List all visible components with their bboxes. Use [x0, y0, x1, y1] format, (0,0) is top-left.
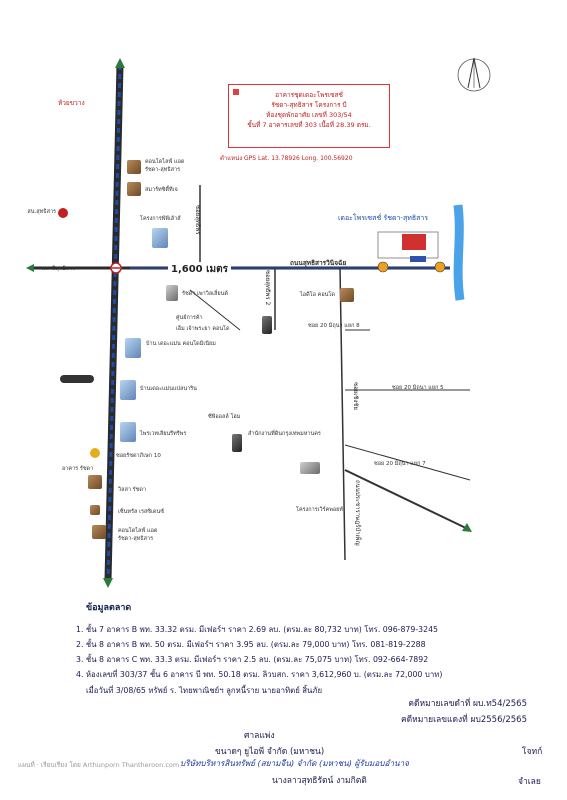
market-data-title: ข้อมูลตลาด [86, 603, 132, 613]
label-smart-hotel: อาคาร รัชดา [62, 466, 94, 472]
west-arrow-tip [26, 264, 34, 272]
label-property: เดอะโพรเซสชั่ รัชดา-สุทธิสาร [338, 214, 429, 222]
tesco-logo-icon [60, 375, 94, 383]
label-station-top: ห้วยขวาง [58, 99, 85, 107]
distance-label: 1,600 เมตร [168, 262, 231, 277]
label-bottom-a: วิลล่า รัชดา [118, 487, 147, 493]
info-line-3: ห้องชุดพักอาศัย เลขที่ 303/54 [266, 111, 352, 119]
case-red-number: คดีหมายเลขแดงที่ ผบ2556/2565 [400, 715, 527, 725]
label-condo-middle: บ้าน เดอะแม่น คอนโดมิเนียม [146, 341, 216, 347]
handwritten-plaintiff: บริษัทบริหารสินทรัพย์ (สยามจีน) จำกัด (มหาชน) ผู้รับมอบอำนาจ [180, 758, 409, 768]
condo-icon [166, 285, 178, 301]
marker-2 [435, 262, 445, 272]
tower-icon [232, 434, 242, 452]
label-road-soi: ซอยสุทธิพร [194, 205, 201, 235]
label-soi-20-c: ซอย 20 มิถุนา แยก 7 [374, 461, 426, 467]
property-parking [410, 256, 426, 262]
street-h [345, 470, 470, 530]
info-line-2: รัชดา-สุทธิสาร โครงการ บี [271, 101, 347, 109]
label-condo-top-a: คอนโดไลฟ์ แอด รัชดา-สุทธิสาร [145, 159, 185, 173]
label-road-vertical: ซอยสุทธิพร 2 [264, 270, 271, 306]
label-hall2: เอ็ม เจ้าพระยา คอนโด [176, 326, 230, 332]
map-credit: แผนที่ ‧ เรียบเรียง โดย Arthunporn Thantheroon.com [18, 761, 180, 769]
plaintiff-label: โจทก์ [522, 747, 543, 757]
signer-name: นางลาวสุทธิรัตน์ งามกิตติ [272, 776, 367, 786]
label-rule-condo: ศูนย์การค้า [176, 315, 203, 321]
condo-icon [90, 505, 100, 515]
label-soi-20: ซอย 20 มิถุนา แยก 8 [308, 323, 360, 329]
canal [458, 205, 460, 300]
street-d [340, 268, 345, 560]
label-condo-c: บ้านเดอะแม่นแปลนาริน [140, 386, 197, 392]
label-condo-d: ไพรเวทเลียนรีทรีพร [140, 431, 187, 437]
condo-icon [340, 288, 354, 302]
office-building-icon [125, 338, 141, 358]
label-residence: รัชดา เพาวิลเลี่ยนต์ [182, 291, 228, 297]
condo-icon [127, 182, 141, 196]
label-shop: ซีพีออลล์ โฮม [208, 414, 241, 420]
label-building-pnp: โครงการพีพีเฮ้าส์ [140, 216, 181, 222]
house-icon [300, 462, 320, 474]
ratchada-road [108, 65, 120, 580]
label-house: โครงการเวิร์คพอยท์ [296, 507, 344, 513]
label-main-road: ถนนสุทธิสารวินิจฉัย [290, 259, 347, 267]
defendant-label: จำเลย [518, 777, 541, 787]
label-soi-20-d: ถนนประชาราษฎร์บำเพ็ญ [354, 480, 361, 546]
court-name: ศาลแพ่ง [244, 731, 275, 741]
info-line-4: ชั้นที่ 7 อาคารเลขที่ 303 เนื้อที่ 28.39 ตรม. [247, 121, 371, 129]
police-pin-icon [58, 208, 68, 218]
south-arrow-tip [103, 578, 113, 588]
office-building-icon [120, 380, 136, 400]
gps-coordinates: ตำแหน่ง GPS Lat. 13.78926 Long. 100.56920 [220, 155, 353, 162]
listing-row: 2. ชั้น 8 อาคาร B พท. 50 ตรม. มีเฟอร์ฯ ราคา 3.95 ลบ. (ตรม.ละ 79,000 บาท) โทร. 081-819-2288 [76, 640, 426, 649]
label-police-station: สน.สุทธิสาร [27, 209, 56, 215]
listing-note: เมื่อวันที่ 3/08/65 ทรัพย์ ร. ไทยพาณิชย์ฯ ลูกหนี้ราย นายอาทิตย์ สิ้นภัย [86, 686, 323, 695]
temple-icon [90, 448, 100, 458]
tower-icon [262, 316, 272, 334]
label-condo-top-b: สมาร์ทซิตี้ทีเจ [145, 187, 178, 193]
listing-row: 4. ห้องเลขที่ 303/37 ชั้น 6 อาคาร บี พท. 50.18 ตรม. ลิวบสก. ราคา 3,612,960 บ. (ตรม.ละ 72,000 บาท) [76, 670, 443, 679]
office-building-icon [120, 422, 136, 442]
condo-icon [92, 525, 106, 539]
label-bottom-b: เซ็นทรัล เรสซิเดนซ์ [118, 509, 164, 515]
company-name: ขนาดๆ ยูไอพี จำกัด (มหาชน) [215, 747, 325, 757]
label-left-station: สถานีสุทธิสาร [42, 266, 76, 272]
label-hall: สำนักงานที่ดินกรุงเทพมหานคร [248, 431, 321, 437]
label-temple: ซอยรัชดาภิเษก 10 [116, 453, 161, 459]
label-bottom-c: คอนโดไลฟ์ แอด รัชดา-สุทธิสาร [118, 528, 158, 542]
info-line-1: อาคารชุดเดอะโพรเซสชั่ [275, 91, 343, 99]
red-square-icon [233, 89, 239, 95]
case-black-number: คดีหมายเลขดำที่ ผบ.ท54/2565 [408, 699, 527, 709]
condo-icon [88, 475, 102, 489]
label-ideo: ไอดีโอ คอนโด [300, 292, 335, 298]
condo-icon [127, 160, 141, 174]
marker-1 [378, 262, 388, 272]
market-data-section [76, 600, 546, 697]
property-info-box [228, 84, 390, 148]
property-building [402, 234, 426, 250]
label-road-cut: ซอยเชิงชัย [352, 382, 359, 410]
north-arrow-tip [115, 58, 125, 68]
label-soi-20-b: ซอย 20 มิถุนา แยก 5 [392, 385, 444, 391]
listing-row: 3. ชั้น 8 อาคาร C พท. 33.3 ตรม. มีเฟอร์ฯ ราคา 2.5 ลบ. (ตรม.ละ 75,075 บาท) โทร. 092-664-7892 [76, 655, 429, 664]
office-building-icon [152, 228, 168, 248]
listing-row: 1. ชั้น 7 อาคาร B พท. 33.32 ตรม. มีเฟอร์ฯ ราคา 2.69 ลบ. (ตรม.ละ 80,732 บาท) โทร. 096-879-3245 [76, 625, 439, 634]
